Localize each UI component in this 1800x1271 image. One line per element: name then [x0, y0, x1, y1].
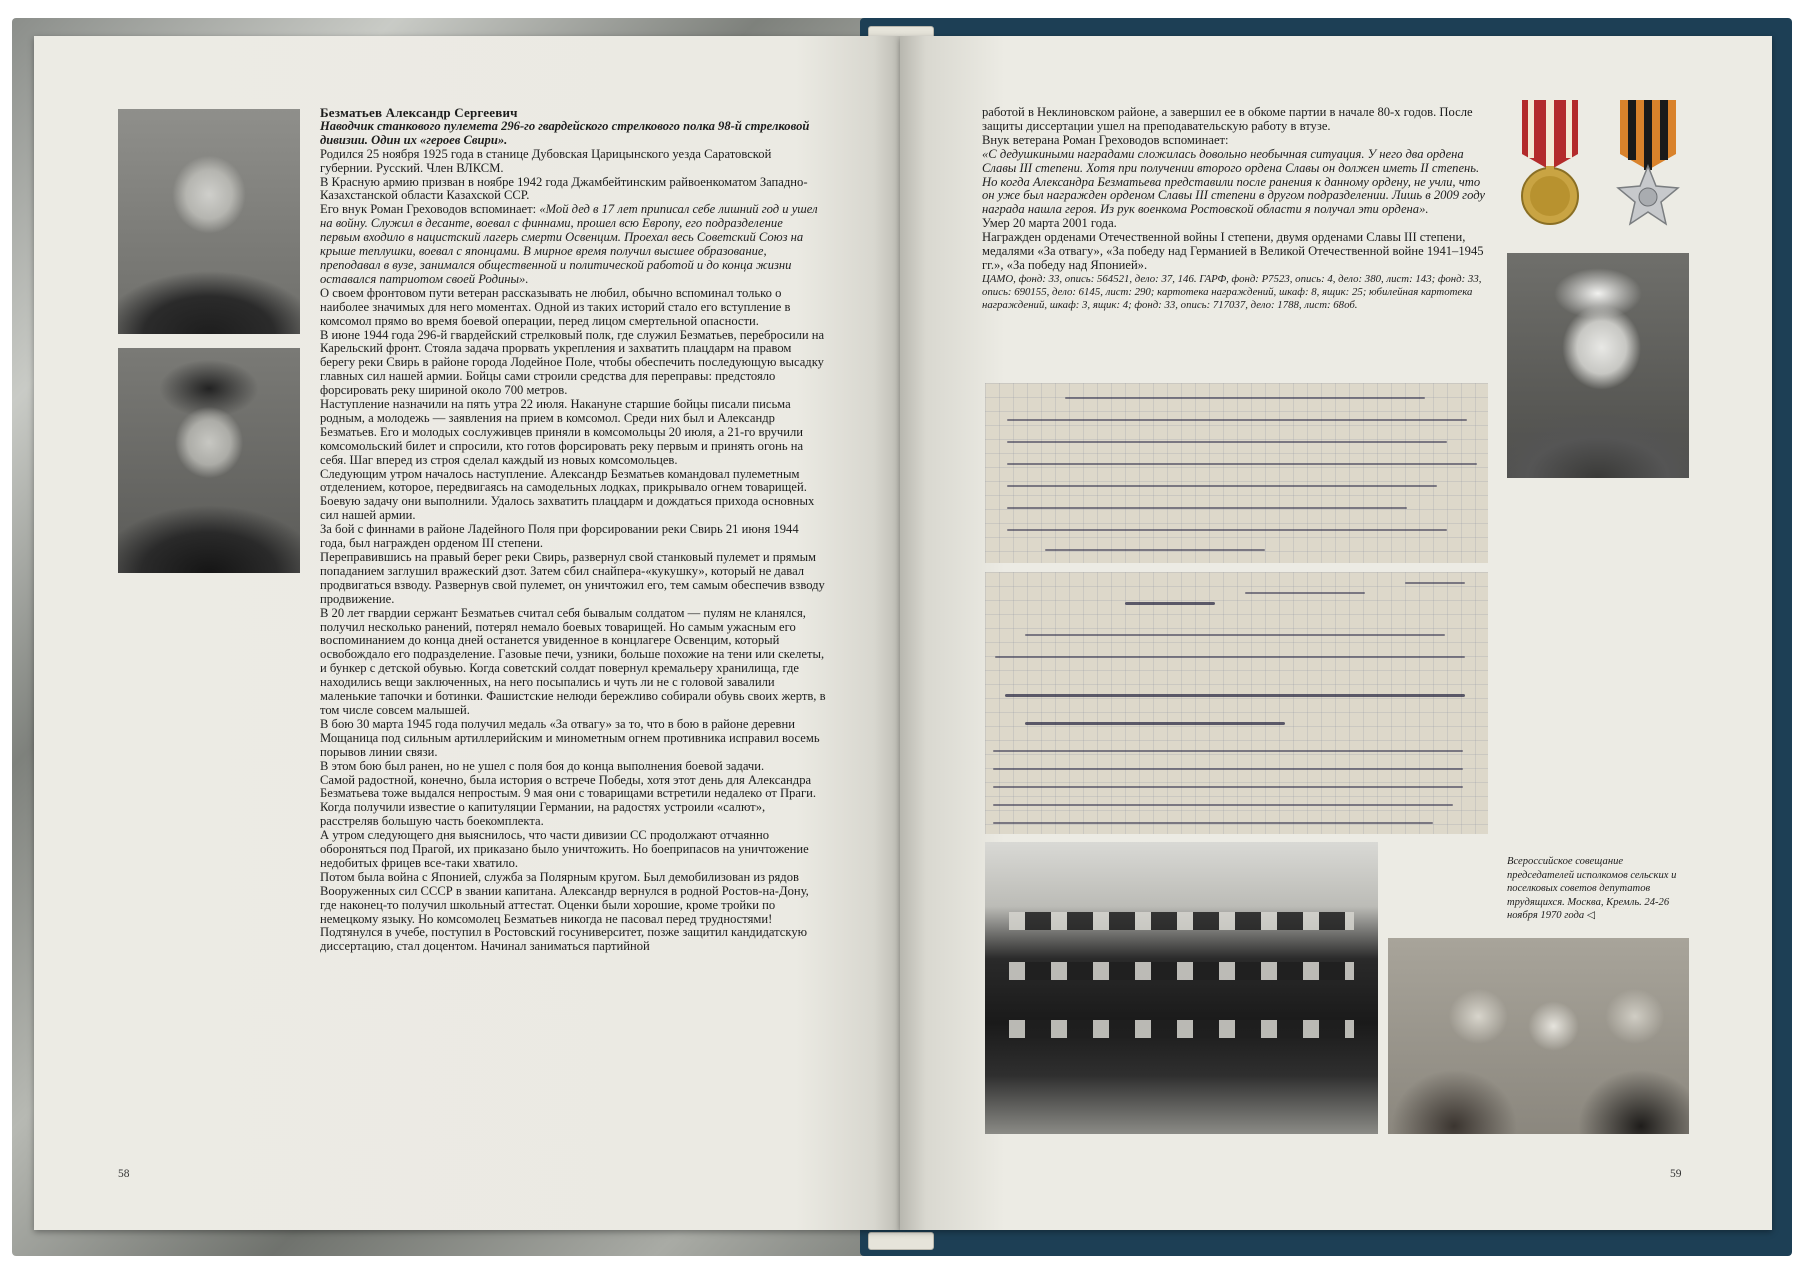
- group-row-front: [1009, 1020, 1355, 1038]
- page-number-left: 58: [118, 1168, 130, 1180]
- page-number-right: 59: [1670, 1168, 1682, 1180]
- right-paragraphs: [982, 106, 1488, 312]
- left-paragraphs: [320, 148, 826, 955]
- award-document-1944: [985, 383, 1488, 563]
- order-document-1945: [985, 572, 1488, 834]
- paragraph: Награжден орденами Отечественной войны I степени, двумя орденами Славы III степени, медалями «За отвагу», «За победу над Германией в Великой Отечественной войне 1941–1945 гг.», «За победу над Японией».: [982, 230, 1484, 272]
- person-subheading: Наводчик станкового пулемета 296-го гвардейского стрелкового полка 98-й стрелковой дивизии. Один их «героев Свири».: [320, 118, 810, 147]
- portrait-old-photo: [1507, 253, 1689, 478]
- paragraph: Родился 25 ноября 1925 года в станице Дубовская Царицынского уезда Саратовской губернии. Русский. Член ВЛКСМ.: [320, 146, 772, 175]
- paragraph: Внук ветерана Роман Греховодов вспоминает:: [982, 132, 1229, 147]
- paragraph: «С дедушкиными наградами сложилась довольно необычная ситуация. У него два ордена Славы III степени. Хотя при получении второго ордена Славы он должен иметь II степень. Но когда Александра Безматьева представили после ранения к данному ордену, не учли, что он уже был награжден орденом Славы III степени в другом подразделении. Лишь в 2009 году награда нашла героя. Из рук военкома Ростовской области я получал эти ордена».: [982, 146, 1485, 217]
- medal-victory-over-japan-icon: [1512, 100, 1588, 230]
- paragraph: Наступление назначили на пять утра 22 июля. Накануне старшие бойцы писали письма родным, а молодежь — заявления на прием в комсомол. Среди них был и Александр Безматьев. Его и молодых сослуживцев приняли в комсомольцы 20 июля, а 21-го вручили комсомольский билет и спросили, кто готов форсировать реку первым и принять огонь на себя. Шаг вперед из строя сделал каждый из новых комсомольцев.: [320, 397, 804, 467]
- group-row-back: [1009, 912, 1355, 930]
- spine-bottom: [868, 1232, 934, 1250]
- portrait-young-photo-2: [118, 348, 300, 573]
- group-photo-caption: Всероссийское совещание председателей исполкомов сельских и поселковых советов депутатов трудящихся. Москва, Кремль. 24-26 ноября 1970 года ◁: [1507, 856, 1677, 922]
- archive-source: ЦАМО, фонд: 33, опись: 564521, дело: 37, 146. ГАРФ, фонд: Р7523, опись: 4, дело: 380, лист: 143; фонд: 33, опись: 690155, дело: 6145, лист: 290; картотека награждений, шкаф: 8, ящик: 25; юбилейная картотека награждений, шкаф: 3, ящик: 4; фонд: 33, опись: 717037, дело: 1788, лист: 68об.: [982, 272, 1482, 312]
- family-photo: [1388, 938, 1689, 1134]
- paragraph: Подтянулся в учебе, поступил в Ростовский госуниверситет, позже защитил кандидатскую диссертацию, стал доцентом. Начинал заниматься партийной: [320, 925, 808, 954]
- left-page-text: [320, 106, 826, 954]
- paragraph: В бою 30 марта 1945 года получил медаль «За отвагу» за то, что в бою в районе деревни Мощаница под сильным артиллерийским и минометным огнем противника исправил восемь порывов линии связи.: [320, 716, 820, 759]
- order-of-glory-icon: [1610, 100, 1686, 230]
- paragraph: [320, 203, 826, 286]
- paragraph-lead: Его внук Роман Греховодов вспоминает:: [320, 202, 540, 217]
- paragraph: Потом была война с Японией, служба за Полярным кругом. Был демобилизован из рядов Вооруженных сил СССР в звании капитана. Александр вернулся в родной Ростов-на-Дону, где наконец-то получил школьный аттестат. Оценки были хорошие, кроме тройки по немецкому языку. Но комсомолец Безматьев никогда не пасовал перед трудностями!: [320, 869, 809, 926]
- paragraph: Следующим утром началось наступление. Александр Безматьев командовал пулеметным отделением, которое, передвигаясь на самодельных лодках, прикрывало огнем товарищей. Боевую задачу они выполнили. Удалось захватить плацдарм и дождаться прихода основных сил нашей армии.: [320, 466, 815, 523]
- paragraph: А утром следующего дня выяснилось, что части дивизии СС продолжают отчаянно обороняться под Прагой, их приказано было уничтожить. Но боеприпасов на уничтожение недобитых фрицев все-таки хватило.: [320, 828, 809, 870]
- paragraph: О своем фронтовом пути ветеран рассказывать не любил, обычно вспоминал только о наиболее значимых для него моментах. Одной из таких историй стало его вступление в комсомол прямо во время боевой операции, перед лицом смертельной опасности.: [320, 285, 791, 328]
- portrait-young-photo-1: [118, 109, 300, 334]
- person-name-heading: Безматьев Александр Сергеевич: [320, 105, 518, 120]
- paragraph: В июне 1944 года 296-й гвардейский стрелковый полк, где служил Безматьев, перебросили на Карельский фронт. Стояла задача прорвать укрепления и захватить плацдарм на правом берегу реки Свирь в районе города Лодейное Поле, чтобы обеспечить последующую высадку главных сил нашей армии. Бойцы сами строили средства для переправы: предстояло форсировать реку шириной около 700 метров.: [320, 327, 825, 398]
- group-row-middle: [1009, 962, 1355, 980]
- paragraph: Умер 20 марта 2001 года.: [982, 216, 1117, 231]
- paragraph: В 20 лет гвардии сержант Безматьев считал себя бывалым солдатом — пулям не кланялся, получил несколько ранений, потерял немало боевых товарищей. Но самым ужасным его воспоминанием до конца дней останется увиденное в концлагере Освенцим, который освобождало его подразделение. Газовые печи, узники, больше похожие на тени или скелеты, и бункер с детской обувью. Когда советский солдат повернул кремальеру хранилища, где находились вещи заключенных, на него посыпались и чуть ли не с головой завалили маленькие тапочки и ботинки. Фашистские нелюди бережливо собирали обувь своих жертв, в том числе совсем малышей.: [320, 605, 826, 717]
- quote-text: «Мой дед в 17 лет приписал себе лишний год и ушел на войну. Служил в десанте, воевал с финнами, прошел всю Европу, его подразделение первым входило в нацистский лагерь смерти Освенцим. Проехал весь Советский Союз на крыше теплушки, воевал с японцами. В мирное время получил высшее образование, преподавал в вузе, занимался общественной и политической работой и до конца жизни оставался патриотом своей Родины».: [320, 202, 818, 286]
- paragraph: За бой с финнами в районе Ладейного Поля при форсировании реки Свирь 21 июня 1944 года, был награжден орденом III степени.: [320, 522, 799, 551]
- right-page-text: [982, 106, 1488, 312]
- group-photo-kremlin-1970: [985, 842, 1378, 1134]
- paragraph: В этом бою был ранен, но не ушел с поля боя до конца выполнения боевой задачи.: [320, 758, 765, 773]
- medal-ribbon: [1522, 100, 1578, 170]
- glory-ribbon: [1620, 100, 1676, 170]
- paragraph: В Красную армию призван в ноябре 1942 года Джамбейтинским райвоенкоматом Западно-Казахстанской области Казахской ССР.: [320, 174, 808, 203]
- paragraph: Переправившись на правый берег реки Свирь, развернул свой станковый пулемет и прямым попаданием заглушил вражеский дзот. Затем сбил снайпера-«кукушку», который не давал продвигаться взводу. Развернув свой пулемет, он уничтожил его, тем самым обеспечив взводу продвижение.: [320, 550, 825, 606]
- paragraph: Самой радостной, конечно, была история о встрече Победы, хотя этот день для Александра Безматьева тоже выдался непростым. 9 мая они с товарищами встретили недалеко от Праги. Когда получили известие о капитуляции Германии, на радостях устроили «салют», расстреляв большую часть боекомплекта.: [320, 772, 817, 829]
- paragraph: работой в Неклиновском районе, а завершил ее в обкоме партии в начале 80-х годов. После защиты диссертации ушел на преподавательскую работу в втузе.: [982, 105, 1473, 133]
